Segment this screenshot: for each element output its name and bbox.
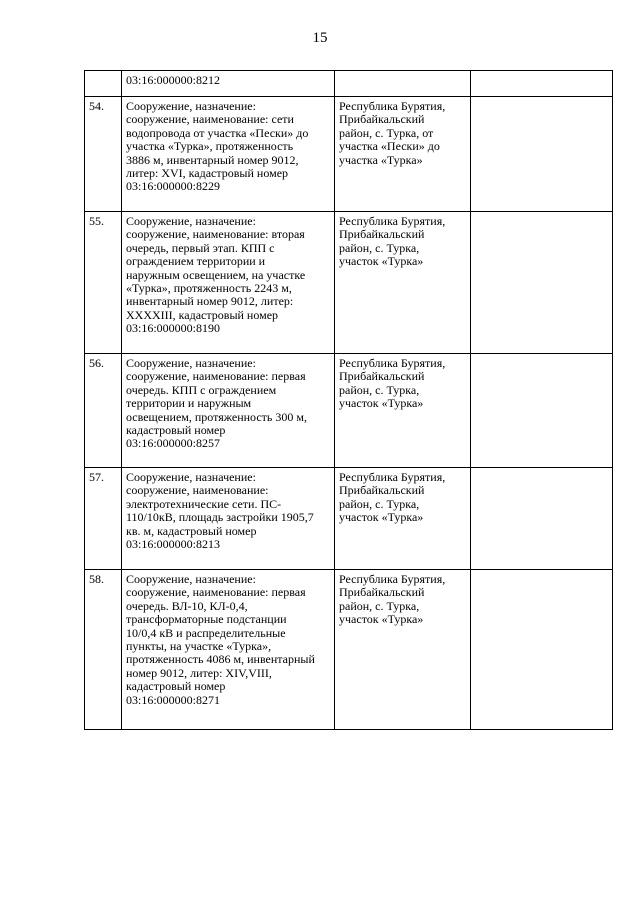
- table-row: [85, 468, 613, 570]
- row-number: 54.: [85, 97, 122, 212]
- table-row: [85, 212, 613, 354]
- object-description: Сооружение, назначение: сооружение, наименование: сети водопровода от участка «Пески» до участка «Турка», протяженность 3886 м, инвентарный номер 9012, литер: XVI, кадастровый номер 03:16:000000:8229: [122, 97, 335, 212]
- row-number: 57.: [85, 468, 122, 570]
- table-row: [85, 354, 613, 468]
- extra-cell: [471, 71, 613, 97]
- extra-cell: [471, 468, 613, 570]
- object-address: Республика Бурятия, Прибайкальский район, с. Турка, участок «Турка»: [335, 354, 471, 468]
- row-number: 58.: [85, 570, 122, 730]
- table-row: [85, 71, 613, 97]
- extra-cell: [471, 212, 613, 354]
- object-description: Сооружение, назначение: сооружение, наименование: электротехнические сети. ПС- 110/10кВ, площадь застройки 1905,7 кв. м, кадастровый номер 03:16:000000:8213: [122, 468, 335, 570]
- extra-cell: [471, 97, 613, 212]
- object-address: Республика Бурятия, Прибайкальский район, с. Турка, участок «Турка»: [335, 212, 471, 354]
- object-description: Сооружение, назначение: сооружение, наименование: первая очередь. КПП с ограждением территории и наружным освещением, протяженность 300 м, кадастровый номер 03:16:000000:8257: [122, 354, 335, 468]
- object-address: Республика Бурятия, Прибайкальский район, с. Турка, от участка «Пески» до участка «Турка»: [335, 97, 471, 212]
- object-address: Республика Бурятия, Прибайкальский район, с. Турка, участок «Турка»: [335, 468, 471, 570]
- object-description: Сооружение, назначение: сооружение, наименование: первая очередь. ВЛ-10, КЛ-0,4, трансформаторные подстанции 10/0,4 кВ и распределительные пункты, на участке «Турка», протяженность 4086 м, инвентарный номер 9012, литер: XIV,VIII, кадастровый номер 03:16:000000:8271: [122, 570, 335, 730]
- object-description: 03:16:000000:8212: [122, 71, 335, 97]
- table-row: [85, 97, 613, 212]
- row-number: 56.: [85, 354, 122, 468]
- row-number: [85, 71, 122, 97]
- extra-cell: [471, 570, 613, 730]
- property-registry-table: [84, 70, 613, 730]
- object-address: [335, 71, 471, 97]
- table-row: [85, 570, 613, 730]
- page-number: 15: [312, 30, 328, 46]
- object-description: Сооружение, назначение: сооружение, наименование: вторая очередь, первый этап. КПП с ограждением территории и наружным освещением, на участке «Турка», протяженность 2243 м, инвентарный номер 9012, литер: XXXXIII, кадастровый номер 03:16:000000:8190: [122, 212, 335, 354]
- object-address: Республика Бурятия, Прибайкальский район, с. Турка, участок «Турка»: [335, 570, 471, 730]
- row-number: 55.: [85, 212, 122, 354]
- extra-cell: [471, 354, 613, 468]
